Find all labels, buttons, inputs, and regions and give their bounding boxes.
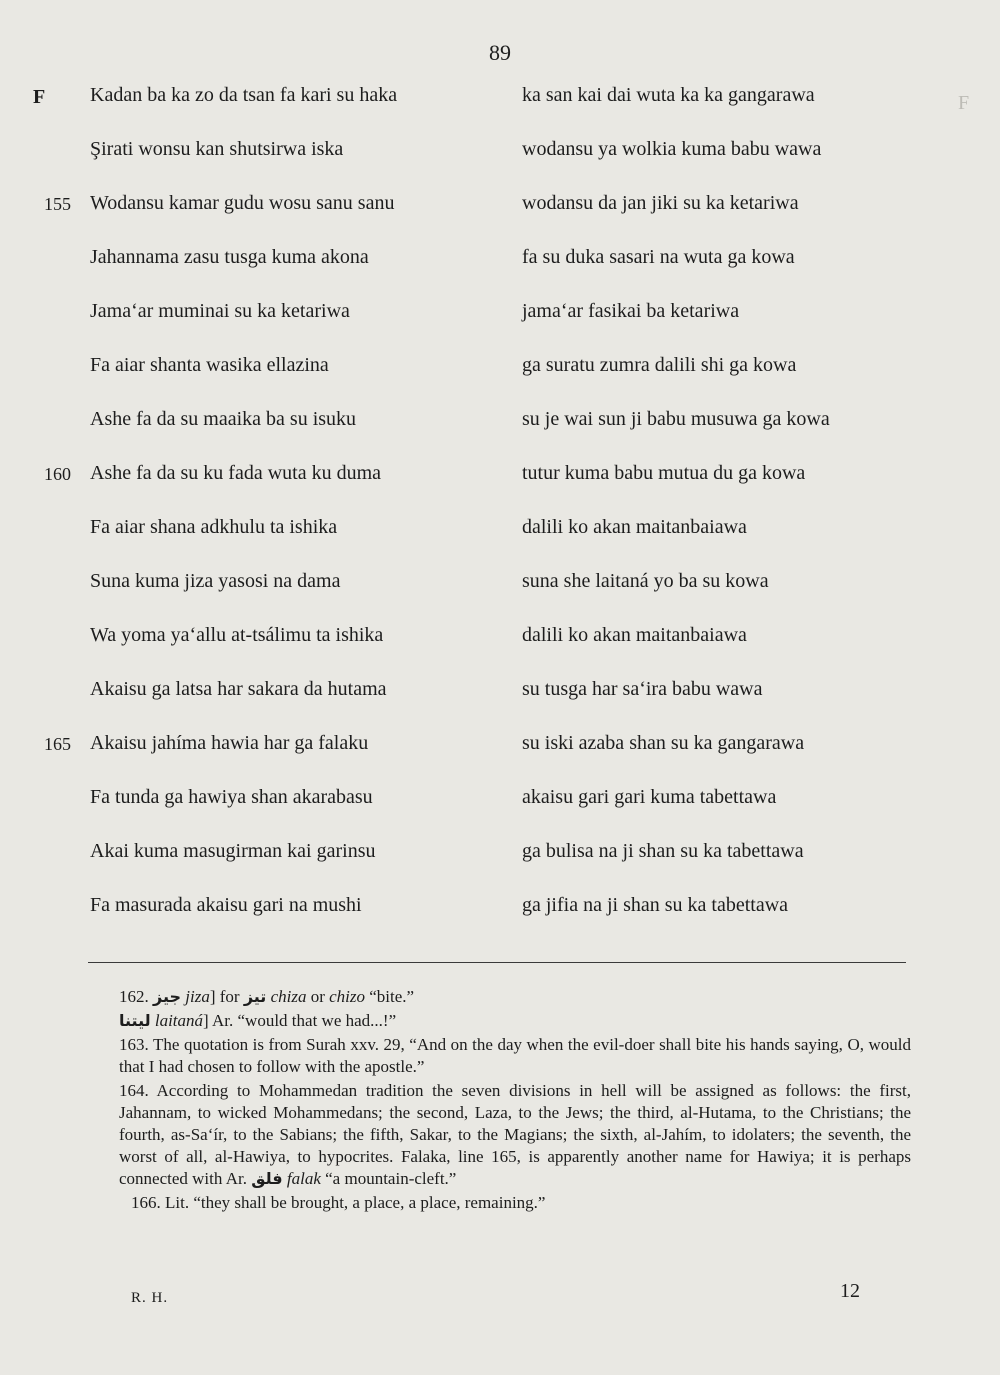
verse-line: [0, 354, 1000, 408]
verse-left-half: Jahannama zasu tusga kuma akona: [90, 246, 369, 268]
verse-line: [0, 462, 1000, 516]
term: falak: [286, 1169, 321, 1188]
term: chiza: [270, 987, 307, 1006]
verse-left-half: Fa aiar shana adkhulu ta ishika: [90, 516, 338, 538]
verse-right-half: tutur kuma babu mutua du ga kowa: [522, 462, 806, 484]
footnote-text: ] for: [209, 987, 240, 1006]
verse-left-half: Wa yoma ya‘allu at-tsálimu ta ishika: [90, 624, 384, 646]
footnote-number: 163.: [119, 1035, 149, 1054]
line-number: 165: [44, 734, 71, 754]
line-number: 160: [44, 464, 71, 484]
term: laitaná: [154, 1011, 204, 1030]
verse-left-half: Akai kuma masugirman kai garinsu: [90, 840, 376, 862]
verse-line: [0, 516, 1000, 570]
verse-line: [0, 138, 1000, 192]
footnote-text: ] Ar. “would that we had...!”: [203, 1011, 397, 1030]
term: jiza: [185, 987, 210, 1006]
verse-right-half: ga bulisa na ji shan su ka tabettawa: [522, 840, 804, 862]
verse-right-half: ka san kai dai wuta ka ka gangarawa: [522, 84, 815, 106]
arabic-word: جيز: [153, 987, 182, 1006]
verse-right-half: su je wai sun ji babu musuwa ga kowa: [522, 408, 830, 430]
verse-line: [0, 732, 1000, 786]
verse-line: [0, 192, 1000, 246]
footnote-164: [85, 1080, 911, 1190]
verse-right-half: akaisu gari gari kuma tabettawa: [522, 786, 777, 808]
line-number: 155: [44, 194, 71, 214]
side-letter: F: [33, 86, 46, 108]
verse-right-half: jama‘ar fasikai ba ketariwa: [522, 300, 740, 322]
signature-mark: R. H.: [131, 1290, 169, 1306]
verse-right-half: su iski azaba shan su ka gangarawa: [522, 732, 805, 754]
verse-right-half: fa su duka sasari na wuta ga kowa: [522, 246, 795, 268]
bleed-through-letter: F: [958, 92, 970, 114]
footnote-text: or: [310, 987, 325, 1006]
term: chizo: [329, 987, 366, 1006]
verse-line: [0, 84, 1000, 138]
verse-left-half: Şirati wonsu kan shutsirwa iska: [90, 138, 344, 160]
verse-left-half: Ashe fa da su ku fada wuta ku duma: [90, 462, 382, 484]
footnote-166: [85, 1192, 911, 1214]
footnote-162-continued: [85, 1010, 911, 1032]
page-number: 89: [489, 40, 511, 65]
footnote-text: “a mountain-cleft.”: [325, 1169, 457, 1188]
verse-line: [0, 408, 1000, 462]
verse-right-half: dalili ko akan maitanbaiawa: [522, 516, 747, 538]
verse-left-half: Fa aiar shanta wasika ellazina: [90, 354, 329, 376]
footnote-text: According to Mohammedan tradition the seven divisions in hell will be assigned as follows: the first, Jahannam, to wicked Mohammedans; the second, Laza, to the Jews; the third, al-Hutama, to the Christians; the fourth, as-Sa‘ír, to the Sabians; the fifth, Sakar, to the Magians; the sixth, al-Jahím, to idolaters; the seventh, the worst of all, al-Hawiya, to hypocrites. Falaka, line 165, is apparently another name for Hawiya; it is perhaps connected with Ar.: [119, 1081, 911, 1188]
verse-line: [0, 840, 1000, 894]
arabic-word: فلق: [251, 1169, 283, 1188]
verse-line: [0, 300, 1000, 354]
verse-left-half: Wodansu kamar gudu wosu sanu sanu: [90, 192, 395, 214]
arabic-word: تيز: [243, 987, 267, 1006]
verse-left-half: Akaisu jahíma hawia har ga falaku: [90, 732, 369, 754]
verse-left-half: Jama‘ar muminai su ka ketariwa: [90, 300, 350, 322]
verse-right-half: wodansu da jan jiki su ka ketariwa: [522, 192, 799, 214]
footnote-number: 162.: [119, 987, 149, 1006]
footnote-text: Lit. “they shall be brought, a place, a place, remaining.”: [165, 1193, 546, 1212]
verse-left-half: Kadan ba ka zo da tsan fa kari su haka: [90, 84, 398, 106]
footnote-162: [85, 986, 911, 1008]
footnote-text: “bite.”: [369, 987, 415, 1006]
verse-left-half: Fa tunda ga hawiya shan akarabasu: [90, 786, 373, 808]
verse-line: [0, 678, 1000, 732]
arabic-word: ليتنا: [119, 1011, 151, 1030]
footnote-text: The quotation is from Surah xxv. 29, “And on the day when the evil-doer shall bite his hands saying, O, would that I had chosen to follow with the apostle.”: [119, 1035, 911, 1076]
signature-number: 12: [840, 1280, 860, 1302]
verse-right-half: su tusga har sa‘ira babu wawa: [522, 678, 763, 700]
verse-right-half: ga suratu zumra dalili shi ga kowa: [522, 354, 797, 376]
verse-line: [0, 570, 1000, 624]
verse-line: [0, 246, 1000, 300]
verse-line: [0, 894, 1000, 948]
verse-line: [0, 786, 1000, 840]
verse-left-half: Akaisu ga latsa har sakara da hutama: [90, 678, 387, 700]
verse-left-half: Fa masurada akaisu gari na mushi: [90, 894, 362, 916]
verse-right-half: suna she laitaná yo ba su kowa: [522, 570, 769, 592]
footnote-number: 164.: [119, 1081, 149, 1100]
footnote-number: 166.: [131, 1193, 161, 1212]
verse-left-half: Ashe fa da su maaika ba su isuku: [90, 408, 357, 430]
verse-line: [0, 624, 1000, 678]
footnote-163: [85, 1034, 911, 1078]
footnote-divider: [88, 962, 906, 963]
verse-right-half: dalili ko akan maitanbaiawa: [522, 624, 747, 646]
verse-left-half: Suna kuma jiza yasosi na dama: [90, 570, 341, 592]
verse-right-half: wodansu ya wolkia kuma babu wawa: [522, 138, 822, 160]
verse-right-half: ga jifia na ji shan su ka tabettawa: [522, 894, 789, 916]
footnotes: [85, 986, 911, 1216]
